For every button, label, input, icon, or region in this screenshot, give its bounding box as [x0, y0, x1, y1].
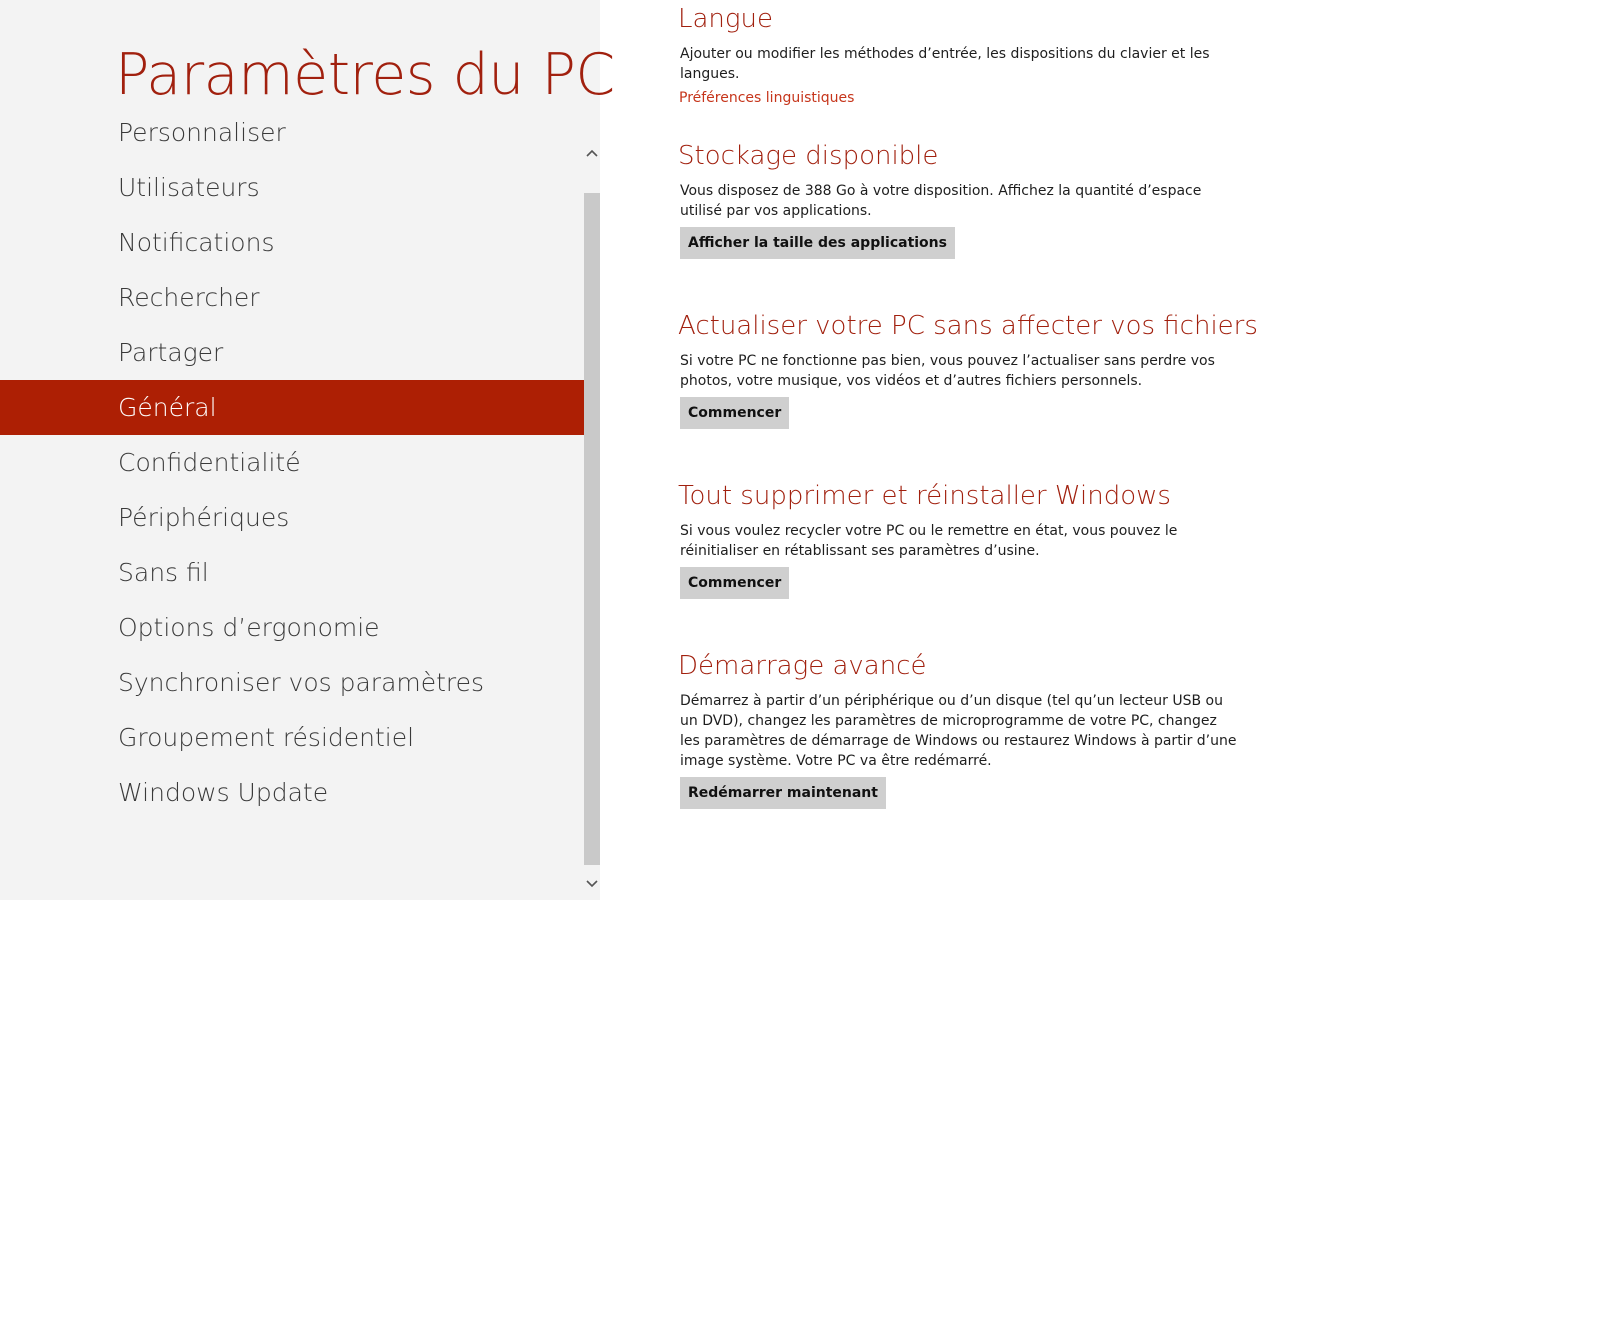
sidebar-item-synchroniser[interactable]: Synchroniser vos paramètres [118, 668, 485, 697]
sidebar-nav-list [0, 105, 584, 820]
chevron-up-icon[interactable] [584, 143, 600, 165]
sidebar-item-peripheriques[interactable]: Périphériques [118, 503, 290, 532]
section-description: Si votre PC ne fonctionne pas bien, vous pouvez l’actualiser sans perdre vos photos, votre musique, vos vidéos et d’autres fichiers personnels. [680, 353, 1215, 389]
section-description: Démarrez à partir d’un périphérique ou d’un disque (tel qu’un lecteur USB ou un DVD), changez les paramètres de microprogramme de votre PC, changez les paramètres de démarrage de Windows ou restaurez Windows à partir d’une image système. Votre PC va être redémarré. [680, 693, 1237, 769]
section-supprimer [678, 481, 1238, 599]
sidebar-item-partager[interactable]: Partager [118, 338, 224, 367]
section-title: Tout supprimer et réinstaller Windows [678, 481, 1171, 511]
show-app-sizes-button[interactable]: Afficher la taille des applications [680, 227, 955, 259]
section-title: Stockage disponible [678, 141, 939, 171]
sidebar-item-sans-fil[interactable]: Sans fil [118, 558, 209, 587]
sidebar-nav [0, 118, 584, 900]
app-title: Paramètres du PC [115, 42, 615, 108]
sidebar-item-utilisateurs[interactable]: Utilisateurs [118, 173, 260, 202]
section-langue [678, 4, 1238, 106]
section-actualiser [678, 311, 1258, 429]
reset-pc-start-button[interactable]: Commencer [680, 567, 789, 599]
chevron-down-icon[interactable] [584, 874, 600, 896]
section-stockage [678, 141, 1238, 259]
sidebar-item-general[interactable]: Général [0, 380, 584, 435]
refresh-pc-start-button[interactable]: Commencer [680, 397, 789, 429]
restart-now-button[interactable]: Redémarrer maintenant [680, 777, 886, 809]
section-title: Démarrage avancé [678, 651, 927, 681]
sidebar-item-windows-update[interactable]: Windows Update [118, 778, 329, 807]
sidebar-item-groupement-residentiel[interactable]: Groupement résidentiel [118, 723, 415, 752]
scrollbar-thumb[interactable] [584, 193, 600, 865]
section-title: Actualiser votre PC sans affecter vos fichiers [678, 311, 1258, 341]
sidebar-item-notifications[interactable]: Notifications [118, 228, 275, 257]
section-description: Vous disposez de 388 Go à votre disposition. Affichez la quantité d’espace utilisé par vos applications. [680, 183, 1202, 219]
section-demarrage [678, 651, 1238, 809]
sidebar-item-personnaliser[interactable]: Personnaliser [118, 118, 286, 147]
section-description: Si vous voulez recycler votre PC ou le remettre en état, vous pouvez le réinitialiser en rétablissant ses paramètres d’usine. [680, 523, 1178, 559]
sidebar-item-options-ergonomie[interactable]: Options d’ergonomie [118, 613, 380, 642]
sidebar-scrollbar[interactable] [584, 135, 600, 900]
section-title: Langue [678, 4, 773, 34]
section-description: Ajouter ou modifier les méthodes d’entrée, les dispositions du clavier et les langues. [680, 46, 1210, 82]
sidebar [0, 0, 615, 900]
language-preferences-link[interactable]: Préférences linguistiques [679, 90, 855, 106]
sidebar-item-confidentialite[interactable]: Confidentialité [118, 448, 301, 477]
sidebar-item-rechercher[interactable]: Rechercher [118, 283, 260, 312]
